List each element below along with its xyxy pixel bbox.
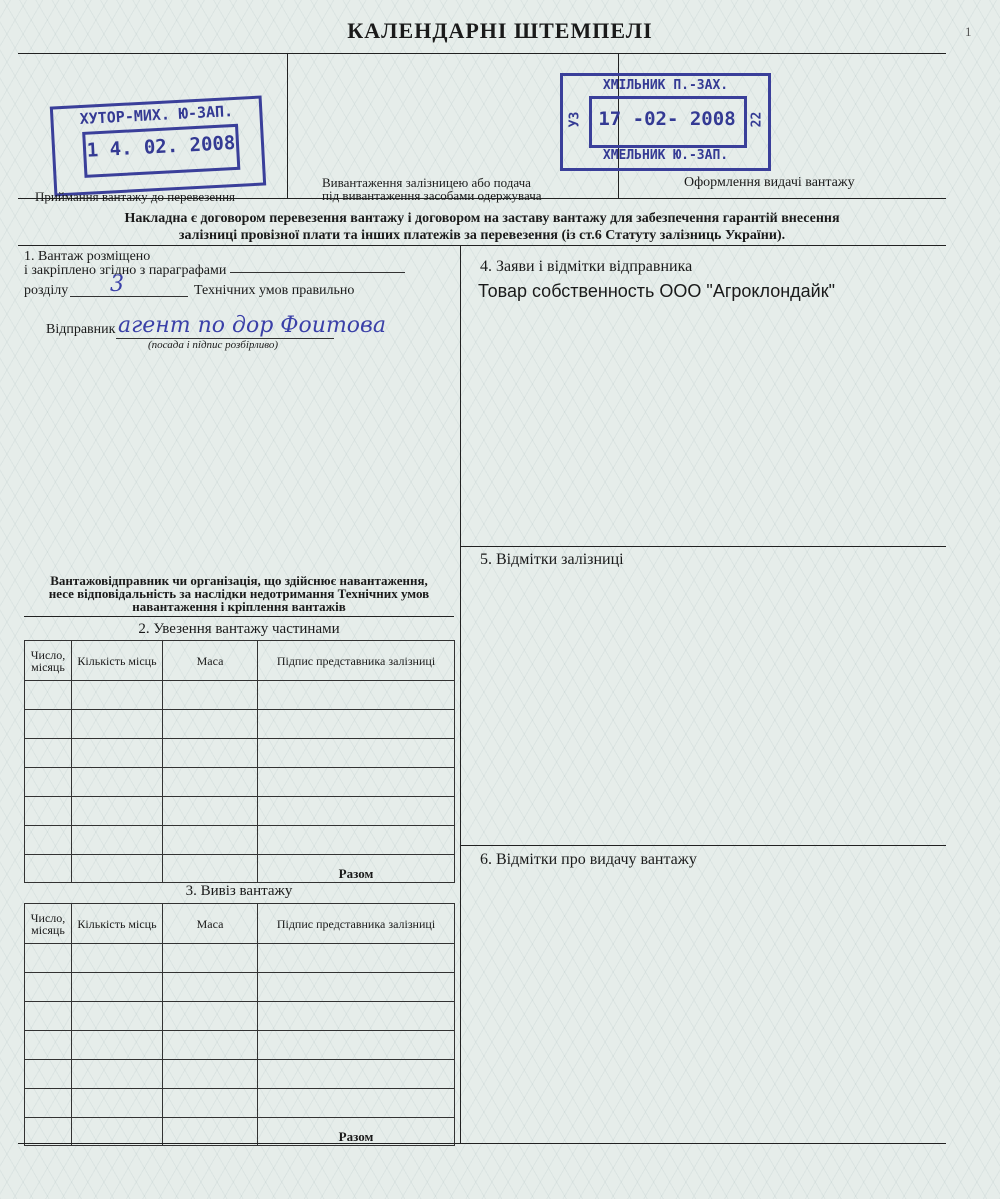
section2-title: 2. Увезення вантажу частинами — [138, 621, 340, 637]
sender-signature: агент по дор Фоитова — [118, 313, 386, 338]
sender-hint: (посада і підпис розбірливо) — [148, 339, 279, 351]
table-row — [25, 855, 455, 883]
section3-header-signature: Підпис представника залізниці — [258, 904, 455, 944]
sender-statement: Товар собственность ООО "Агроклондайк" — [478, 281, 835, 301]
station-stamp-right — [560, 73, 771, 171]
section3-header-date: Число, місяць — [25, 904, 72, 944]
page-number: 1 — [965, 24, 972, 39]
section1-paragraph-value: 3 — [110, 272, 124, 297]
caption-issuance: Оформлення видачі вантажу — [684, 175, 855, 190]
caption-acceptance: Приймання вантажу до перевезення — [35, 189, 236, 204]
stamp-right-side-left: УЗ — [567, 111, 583, 128]
section2-header-places: Кількість місць — [72, 641, 163, 681]
section2-header-mass: Маса — [163, 641, 258, 681]
section2-header-date: Число, місяць — [25, 641, 72, 681]
table-row — [25, 1002, 455, 1031]
section1-line3-post: Технічних умов правильно — [194, 283, 355, 298]
stamp-right-station-top: ХМІЛЬНИК П.-ЗАХ. — [602, 78, 729, 93]
section6-title: 6. Відмітки про видачу вантажу — [480, 851, 697, 868]
section5-title: 5. Відмітки залізниці — [480, 551, 624, 568]
table-row — [25, 739, 455, 768]
section3-table — [24, 903, 455, 1146]
stamp-right-side-right: 22 — [749, 111, 765, 128]
section4-title: 4. Заяви і відмітки відправника — [480, 258, 693, 275]
section2-table — [24, 640, 455, 883]
stamp-right-date: 17 -02- 2008 — [598, 108, 736, 130]
station-stamp-left — [50, 96, 266, 197]
section3-header-mass: Маса — [163, 904, 258, 944]
section2-total-label: Разом — [258, 855, 455, 883]
contract-notice-line1: Накладна є договором перевезення вантажу і договором на заставу вантажу для забезпечення гарантій внесення — [124, 211, 840, 226]
section1-line2: і закріплено згідно з параграфами — [24, 263, 227, 278]
stamp-left-date: 1 4. 02. 2008 — [86, 131, 236, 162]
caption-unloading-1: Вивантаження залізницею або подача — [322, 175, 531, 190]
section1-line1: 1. Вантаж розміщено — [24, 249, 151, 264]
section3-title: 3. Вивіз вантажу — [185, 883, 293, 899]
table-row — [25, 1031, 455, 1060]
responsibility-line2: несе відповідальність за наслідки недотримання Технічних умов — [48, 586, 430, 601]
section3-total-label: Разом — [258, 1118, 455, 1146]
contract-notice-line2: залізниці провізної плати та інших платежів за перевезення (із ст.6 Статуту залізниць України). — [178, 228, 786, 243]
table-row — [25, 1060, 455, 1089]
section1-line3-label: розділу — [24, 283, 69, 298]
table-row — [25, 826, 455, 855]
stamp-right-station-bottom: ХМЕЛЬНИК Ю.-ЗАП. — [602, 148, 729, 163]
table-row — [25, 681, 455, 710]
caption-unloading-2: під вивантаження засобами одержувача — [322, 188, 542, 203]
page-title: КАЛЕНДАРНІ ШТЕМПЕЛІ — [347, 18, 653, 43]
table-row — [25, 797, 455, 826]
stamp-left-station: ХУТОР-МИХ. Ю-ЗАП. — [79, 102, 234, 129]
section2-header-signature: Підпис представника залізниці — [258, 641, 455, 681]
table-row — [25, 973, 455, 1002]
table-row — [25, 1089, 455, 1118]
section3-header-places: Кількість місць — [72, 904, 163, 944]
sender-label: Відправник — [46, 322, 116, 337]
table-row — [25, 944, 455, 973]
table-row — [25, 1118, 455, 1146]
responsibility-line3: навантаження і кріплення вантажів — [132, 599, 346, 614]
table-row — [25, 710, 455, 739]
responsibility-line1: Вантажовідправник чи організація, що здійснює навантаження, — [50, 573, 428, 588]
table-row — [25, 768, 455, 797]
